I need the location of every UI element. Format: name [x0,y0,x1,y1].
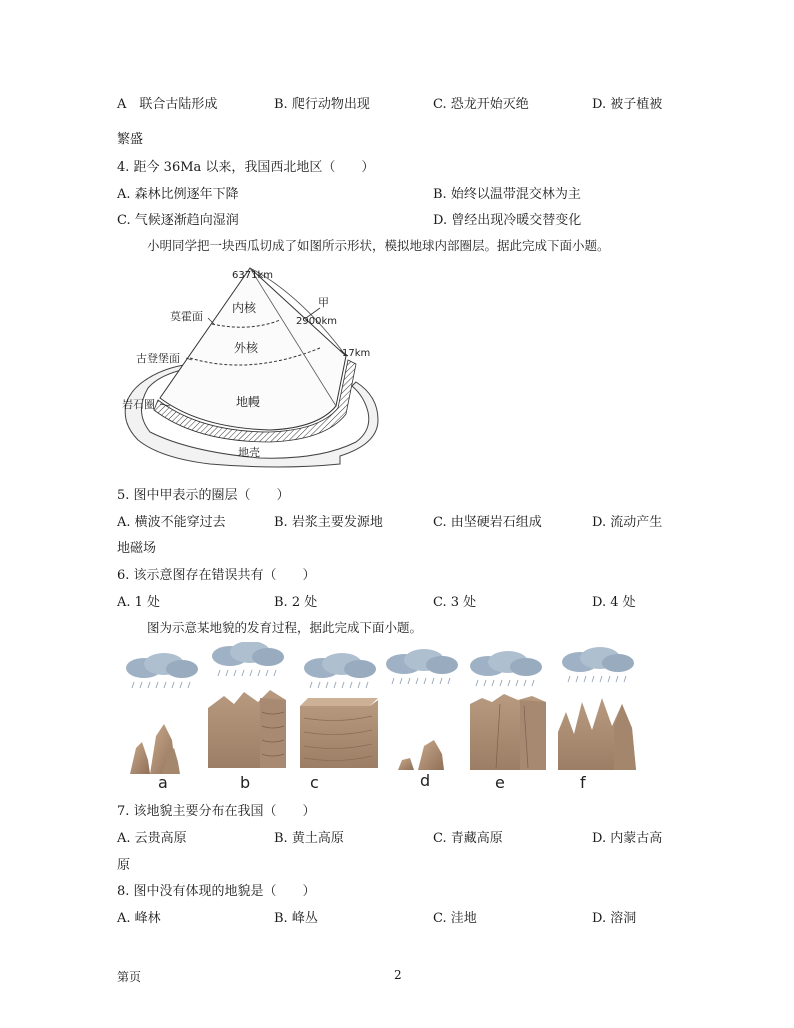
rain-cloud-d [386,649,458,684]
rain-cloud-f [562,647,634,682]
q5-option-d-wrap: 地磁场 [117,541,157,556]
q4-stem: 4. 距今 36Ma 以来，我国西北地区（ ） [117,160,375,175]
label-inner-core: 内核 [232,301,257,315]
stage-label-f: f [580,773,586,792]
q4-option-a: A. 森林比例逐年下降 [117,187,239,202]
rain-cloud-b [212,642,284,676]
stage-label-b: b [240,773,251,792]
rain-cloud-e [470,651,542,686]
q8-stem: 8. 图中没有体现的地貌是（ ） [117,884,316,899]
q5-option-c: C. 由坚硬岩石组成 [433,515,542,530]
label-6371km: 6371km [232,270,273,281]
stage-a-peaks [130,724,180,774]
footer-left: 第页 [117,970,142,984]
q6-option-b: B. 2 处 [274,595,318,610]
q8-option-b: B. 峰丛 [274,911,318,926]
q3-option-d: D. 被子植被 [592,97,663,112]
q7-option-b: B. 黄土高原 [274,831,344,846]
q5-option-d: D. 流动产生 [592,515,663,530]
q3-option-a: A 联合古陆形成 [117,97,218,112]
page-number: 2 [394,968,402,982]
label-17km: 17km [342,348,371,359]
stage-label-d: d [420,771,431,790]
stage-f-peaks [558,698,636,770]
rain-cloud-c [304,653,376,688]
q5-option-b: B. 岩浆主要发源地 [274,515,383,530]
q3-option-b: B. 爬行动物出现 [274,97,370,112]
q6-option-d: D. 4 处 [592,595,636,610]
label-jia: 甲 [318,296,329,309]
q8-option-a: A. 峰林 [117,911,161,926]
stage-b-block [208,690,286,768]
label-crust: 地壳 [238,446,260,459]
intro-earth-layers: 小明同学把一块西瓜切成了如图所示形状，模拟地球内部圈层。据此完成下面小题。 [147,238,610,253]
label-outer-core: 外核 [234,341,259,355]
q6-option-c: C. 3 处 [433,595,477,610]
q5-option-a: A. 横波不能穿过去 [117,515,226,530]
label-mantle: 地幔 [236,395,261,409]
earth-layers-figure [120,264,380,472]
q3-option-c: C. 恐龙开始灭绝 [433,97,529,112]
q4-option-d: D. 曾经出现冷暖交替变化 [433,213,582,228]
intro-landform: 图为示意某地貌的发育过程，据此完成下面小题。 [147,620,423,635]
q8-option-d: D. 溶洞 [592,911,637,926]
q8-option-c: C. 洼地 [433,911,477,926]
stage-label-e: e [495,773,505,792]
q7-option-d: D. 内蒙古高 [592,831,663,846]
q5-stem: 5. 图中甲表示的圈层（ ） [117,488,290,503]
q6-stem: 6. 该示意图存在错误共有（ ） [117,568,316,583]
stage-d-rocks [398,740,444,770]
stage-label-a: a [158,773,168,792]
label-moho: 莫霍面 [170,310,203,323]
q3-option-d-wrap: 繁盛 [117,132,144,147]
q7-stem: 7. 该地貌主要分布在我国（ ） [117,804,316,819]
q6-option-a: A. 1 处 [117,595,161,610]
label-gutenberg: 古登堡面 [136,352,180,365]
label-lithosphere: 岩石圈 [122,398,155,411]
landform-sequence-figure [120,642,680,794]
q7-option-d-wrap: 原 [117,858,131,873]
label-2900km: 2900km [296,316,337,327]
stage-c-block [300,698,378,768]
stage-label-c: c [310,773,319,792]
rain-cloud-a [126,653,198,688]
q7-option-a: A. 云贵高原 [117,831,187,846]
stage-e-block [470,694,546,770]
q4-option-b: B. 始终以温带混交林为主 [433,187,581,202]
q4-option-c: C. 气候逐渐趋向湿润 [117,213,239,228]
q7-option-c: C. 青藏高原 [433,831,503,846]
